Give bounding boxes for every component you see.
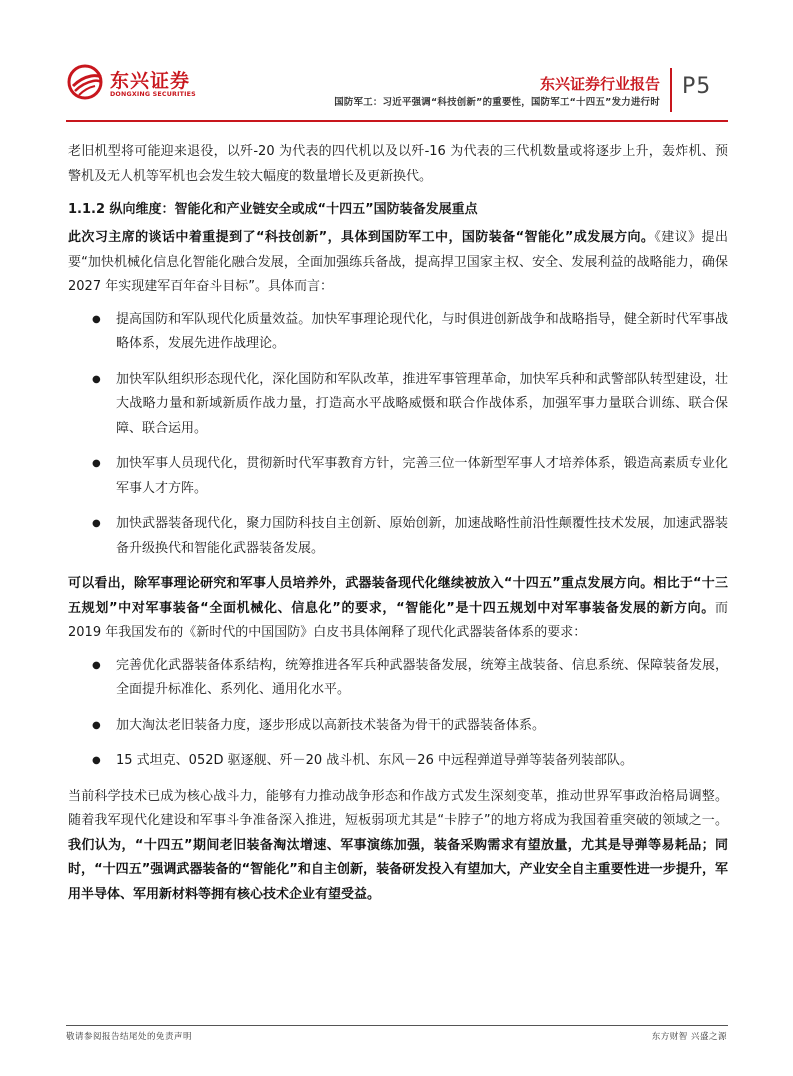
intro-paragraph: 老旧机型将可能迎来退役，以歼-20 为代表的四代机以及以歼-16 为代表的三代机数量或将逐步上升，轰炸机、预警机及无人机等军机也会发生较大幅度的数量增长及更新换代。: [68, 144, 728, 184]
header-rule: [66, 120, 728, 122]
paragraph-weapon-modernization: [68, 572, 728, 646]
paragraph-bold-text: 我们认为，“十四五”期间老旧装备淘汰增速、军事演练加强，装备采购需求有望放量，尤其是导弹等易耗品；同时，“十四五”强调武器装备的“智能化”和自主创新，装备研发投入有望加大，产业安全自主重要性进一步提升，军用半导体、军用新材料等拥有核心技术企业有望受益。: [68, 837, 728, 902]
paragraph-conclusion: [68, 785, 728, 908]
bullet-icon: ●: [92, 313, 101, 325]
company-logo: [66, 64, 196, 108]
report-type-title: 东兴证券行业报告: [539, 75, 660, 93]
logo-english-name: DONGXING SECURITIES: [110, 91, 196, 98]
bullet-icon: ●: [92, 719, 101, 731]
bullet-icon: ●: [92, 755, 101, 766]
section-heading: 1.1.2 纵向维度：智能化和产业链安全或成“十四五”国防装备发展重点: [68, 202, 478, 217]
list-item: ● 完善优化武器装备体系结构，统筹推进各军兵种武器装备发展，统筹主战装备、信息系统、保障装备发展，全面提升标准化、系列化、通用化水平。: [68, 654, 728, 703]
footer-rule: [66, 1025, 728, 1026]
logo-emblem-icon: [66, 64, 106, 100]
paragraph-normal-text: 而 2019 年我国发布的《新时代的中国国防》白皮书具体阐释了现代化武器装备体系的要求：: [68, 600, 728, 640]
bullet-icon: ●: [92, 458, 101, 469]
report-subtitle: 国防军工：习近平强调“科技创新”的重要性，国防军工“十四五”发力进行时: [334, 97, 660, 108]
paragraph-normal-text: 《建议》提出要“加快机械化信息化智能化融合发展，全面加强练兵备战，提高捍卫国家主权、安全、发展利益的战略能力，确保 2027 年实现建军百年奋斗目标”。具体而言：: [68, 230, 728, 294]
list-item: ● 15 式坦克、052D 驱逐舰、歼－20 战斗机、东风－26 中远程弹道导弹等装备列装部队。: [68, 749, 728, 774]
bullet-icon: ●: [92, 659, 101, 671]
paragraph-normal-text: 当前科学技术已成为核心战斗力，能够有力推动战争形态和作战方式发生深刻变革，推动世界军事政治格局调整。随着我军现代化建设和军事斗争准备深入推进，短板弱项尤其是“卡脖子”的地方将成为我国着重突破的领域之一。: [68, 788, 728, 828]
footer-slogan: 东方财智 兴盛之源: [651, 1032, 727, 1042]
report-body: [68, 140, 728, 907]
paragraph-bold-text: 可以看出，除军事理论研究和军事人员培养外，武器装备现代化继续被放入“十四五”重点发展方向。相比于“十三五规划”中对军事装备“全面机械化、信息化”的要求，“智能化”是十四五规划中对军事装备发展的新方向。: [68, 576, 728, 616]
page-number: P5: [682, 74, 712, 99]
list-item: ● 提高国防和军队现代化质量效益。加快军事理论现代化，与时俱进创新战争和战略指导，健全新时代军事战略体系，发展先进作战理论。: [68, 308, 728, 357]
header-divider: [670, 68, 672, 112]
page-header: [0, 0, 793, 125]
list-item: ● 加大淘汰老旧装备力度，逐步形成以高新技术装备为骨干的武器装备体系。: [68, 714, 728, 739]
logo-chinese-name: 东兴证券: [110, 70, 191, 92]
footer-disclaimer: 敬请参阅报告结尾处的免责声明: [66, 1032, 193, 1042]
weapon-system-bullet-list: [68, 654, 728, 774]
list-item: ● 加快军事人员现代化，贯彻新时代军事教育方针，完善三位一体新型军事人才培养体系，锻造高素质专业化军事人才方阵。: [68, 452, 728, 501]
paragraph-smart-direction: [68, 226, 728, 300]
paragraph-bold-text: 此次习主席的谈话中着重提到了“科技创新”，具体到国防军工中，国防装备“智能化”成发展方向。: [68, 230, 655, 245]
list-item: ● 加快军队组织形态现代化，深化国防和军队改革，推进军事管理革命，加快军兵种和武警部队转型建设，壮大战略力量和新域新质作战力量，打造高水平战略威慑和联合作战体系，加强军事力量联合训练、联合保障、联合运用。: [68, 368, 728, 442]
bullet-icon: ●: [92, 518, 101, 529]
list-item: ● 加快武器装备现代化，聚力国防科技自主创新、原始创新，加速战略性前沿性颠覆性技术发展，加速武器装备升级换代和智能化武器装备发展。: [68, 512, 728, 561]
bullet-icon: ●: [92, 373, 101, 385]
modernization-bullet-list: [68, 308, 728, 562]
